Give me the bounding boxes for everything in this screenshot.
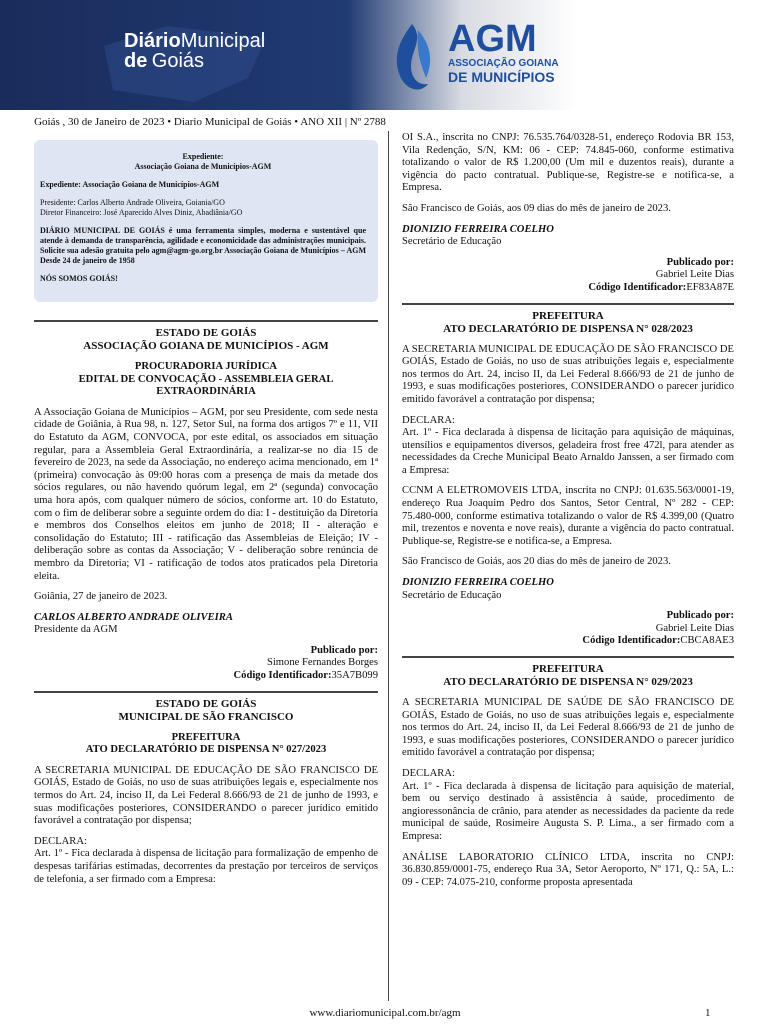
left-column [34, 140, 378, 886]
expediente-presidente: Presidente: Carlos Alberto Andrade Oliveira, Goiania/GO [40, 198, 225, 207]
identifier-code: EF83A87E [686, 281, 734, 293]
signature-role: Secretário de Educação [402, 589, 502, 601]
footer-url-link[interactable]: www.diariomunicipal.com.br/agm [309, 1007, 461, 1019]
expediente-line: Expediente: Associação Goiana de Municípios-AGM [40, 180, 220, 189]
identifier-code: 35A7B099 [331, 670, 378, 682]
edital-title: PROCURADORIA JURÍDICA EDITAL DE CONVOCAÇÃO - ASSEMBLEIA GERAL EXTRAORDINÁRIA [78, 361, 334, 398]
published-by-name: Gabriel Leite Dias [655, 622, 734, 634]
section-header-agm: ESTADO DE GOIÁS ASSOCIAÇÃO GOIANA DE MUNICÍPIOS - AGM [34, 320, 378, 353]
code-label: Código Identificador: [233, 670, 332, 682]
identifier-code: CBCA8AE3 [680, 635, 734, 647]
expediente-slogan: NÓS SOMOS GOIÁS! [40, 274, 118, 283]
edital-date: Goiânia, 27 de janeiro de 2023. [34, 591, 168, 603]
signature: DIONIZIO FERREIRA COELHO [402, 577, 554, 589]
published-by-name: Simone Fernandes Borges [266, 657, 378, 669]
edital-body: A Associação Goiana de Municípios – AGM, por seu Presidente, com sede nesta cidade de Goiânia, à Rua 98, n. 127, Setor Sul, na forma dos artigos 7º e 11, VII do Estatuto da AGM, CONVOCA, por este edital, os associados em situação regular, para a Assembleia Geral Extraordinária, a realizar-se no dia 15 de fevereiro de 2023, na sede da Associação, no endereço acima mencionado, em 1ª (primeira) convocação às 09:00 horas com a presença de mais da metade dos sócios regulares, ou não havendo quórum legal, em 2ª (segunda) convocação uma hora após, com qualquer número de sócios, conforme art. 10 do Estatuto, com o fim de deliberar sobre a seguinte ordem do dia: I - destituição da Diretoria e membros dos Conselhos eleitos em junho de 2018; II - alteração e consolidação do Estatuto; III - ratificação das Assembleias de Eleição; IV - deliberação sobre as contas da Associação; V - deliberação sobre renúncia de membro da Diretoria; VI - ratificação de todos atos praticados pela Diretoria eleita. [34, 406, 378, 582]
dispensa-028-article: Art. 1º - Fica declarada à dispensa de licitação para aquisição de máquinas, utensílios e equipamentos diversos, geladeira frost free 472l, para atender as necessidades da Creche Municipal Beato Arnaldo Janssen, a ser firmado com a Empresa: [402, 427, 734, 476]
edital-signature: CARLOS ALBERTO ANDRADE OLIVEIRA [34, 611, 233, 623]
dispensa-028-company: CCNM A ELETROMOVEIS LTDA, inscrita no CNPJ: 01.635.563/0001-19, endereço Rua Joaquim Pedro dos Santos, Setor Central, Nº 282 - CEP: 75.480-000, conforme estimativa totalizando o valor de R$ 4.399,00 (Quatro mil, trezentos e noventa e nove reais), durante a vigência do pacto contratual. Publique-se, Registre-se e notifica-se, a Empresa. [402, 485, 734, 547]
dispensa-029-title: PREFEITURA ATO DECLARATÓRIO DE DISPENSA N° 029/2023 [402, 656, 734, 689]
expediente-subtitle: Associação Goiana de Municípios-AGM [134, 162, 272, 171]
declara-label: DECLARA: [402, 414, 455, 426]
dispensa-028-date: São Francisco de Goiás, aos 20 dias do mês de janeiro de 2023. [402, 556, 671, 568]
signature: DIONIZIO FERREIRA COELHO [402, 223, 554, 235]
column-divider [388, 131, 389, 1001]
page-number: 1 [705, 1007, 711, 1019]
dispensa-027-title: PREFEITURA ATO DECLARATÓRIO DE DISPENSA N° 027/2023 [85, 731, 327, 756]
dispensa-027-body: A SECRETARIA MUNICIPAL DE EDUCAÇÃO DE SÃO FRANCISCO DE GOIÁS, Estado de Goiás, no uso de suas atribuições legais e, especialmente nos termos do Art. 24, inciso II, da Lei Federal 8.666/93 de 21 de junho de 1993, e suas modificações posteriores, CONSIDERANDO o parecer jurídico emitido favorável a contratação por dispensa; [34, 764, 378, 827]
masthead-banner [0, 0, 770, 110]
expediente-diretor: Diretor Financeiro: José Aparecido Alves Diniz, Abadiânia/GO [40, 208, 243, 217]
published-by-label: Publicado por: [310, 644, 378, 656]
issue-header: Goiás , 30 de Janeiro de 2023 • Diario Municipal de Goiás • ANO XII | Nº 2788 [34, 116, 386, 128]
dispensa-027-company: OI S.A., inscrita no CNPJ: 76.535.764/0328-51, endereço Rodovia BR 153, Vila Redenção, S/N, KM: 06 - CEP: 74.845-060, conforme estimativa totalizando o valor de R$ 1.200,00 (Um mil e duzentos reais), durante a vigência do pacto contratual. Publique-se, Registre-se e notifica-se, a Empresa. [402, 132, 734, 194]
published-by-label: Publicado por: [666, 610, 734, 622]
dispensa-029-body: A SECRETARIA MUNICIPAL DE SAÚDE DE SÃO FRANCISCO DE GOIÁS, Estado de Goiás, no uso de suas atribuições legais e, especialmente nos termos do Art. 24, inciso II, da Lei Federal 8.666/93 de 21 de junho de 1993, e suas modificações posteriores, CONSIDERANDO o parecer jurídico emitido favorável a contratação por dispensa; [402, 697, 734, 759]
signature-role: Secretário de Educação [402, 236, 502, 248]
declara-label: DECLARA: [34, 835, 87, 847]
dispensa-028-body: A SECRETARIA MUNICIPAL DE EDUCAÇÃO DE SÃO FRANCISCO DE GOIÁS, Estado de Goiás, no uso de suas atribuições legais e, especialmente nos termos do Art. 24, inciso II, da Lei Federal 8.666/93 de 21 de junho de 1993, e suas modificações posteriores, CONSIDERANDO o parecer jurídico emitido favorável a contratação por dispensa; [402, 343, 734, 405]
agm-emblem-icon [382, 20, 442, 100]
published-by-label: Publicado por: [666, 256, 734, 268]
section-header-sao-francisco: ESTADO DE GOIÁS MUNICIPAL DE SÃO FRANCISCO [34, 691, 378, 724]
code-label: Código Identificador: [582, 635, 681, 647]
dispensa-029-company: ANÁLISE LABORATORIO CLÍNICO LTDA, inscrita no CNPJ: 36.830.859/0001-75, endereço Rua 3A, Setor Aeroporto, Nº 171, Q.: 5A, L.: 09 - CEP: 74.075-210, conforme proposta apresentada [402, 851, 734, 888]
published-by-name: Gabriel Leite Dias [655, 269, 734, 281]
dispensa-028-title: PREFEITURA ATO DECLARATÓRIO DE DISPENSA N° 028/2023 [402, 303, 734, 336]
expediente-description: DIÁRIO MUNICIPAL DE GOIÁS é uma ferramenta simples, moderna e sustentável que atende à demanda de transparência, agilidade e economicidade das administrações municipais. Solicite sua adesão gratuita pelo agm@agm-go.org.br Associação Goiana de Municípios – AGM Desde 24 de janeiro de 1958 [40, 226, 366, 265]
edital-role: Presidente da AGM [34, 624, 118, 636]
diario-municipal-logo: DiárioMunicipal de Goiás [124, 30, 266, 72]
dispensa-029-article: Art. 1º - Fica declarada à dispensa de licitação para aquisição de material, bem ou serviço destinado à assistência à saúde, procedimento de angioressonância de crânio, para atender as necessidades da paciente da rede municipal de saúde, Rosimeire Augusta S. P. Lima., a ser firmado com a Empresa: [402, 780, 734, 842]
code-label: Código Identificador: [588, 281, 687, 293]
agm-logo-text: AGM ASSOCIAÇÃO GOIANA DE MUNICÍPIOS [448, 18, 559, 85]
expediente-box [34, 140, 378, 302]
expediente-title: Expediente: [182, 152, 224, 161]
right-column [402, 132, 734, 889]
dispensa-027-date: São Francisco de Goiás, aos 09 dias do mês de janeiro de 2023. [402, 202, 671, 214]
declara-label: DECLARA: [402, 767, 455, 779]
dispensa-027-article: Art. 1º - Fica declarada à dispensa de licitação para formalização de empenho de despesas tarifárias estimadas, decorrentes da prestação por terceiros de serviços de telefonia, a ser firmado com a Empresa: [34, 848, 378, 885]
